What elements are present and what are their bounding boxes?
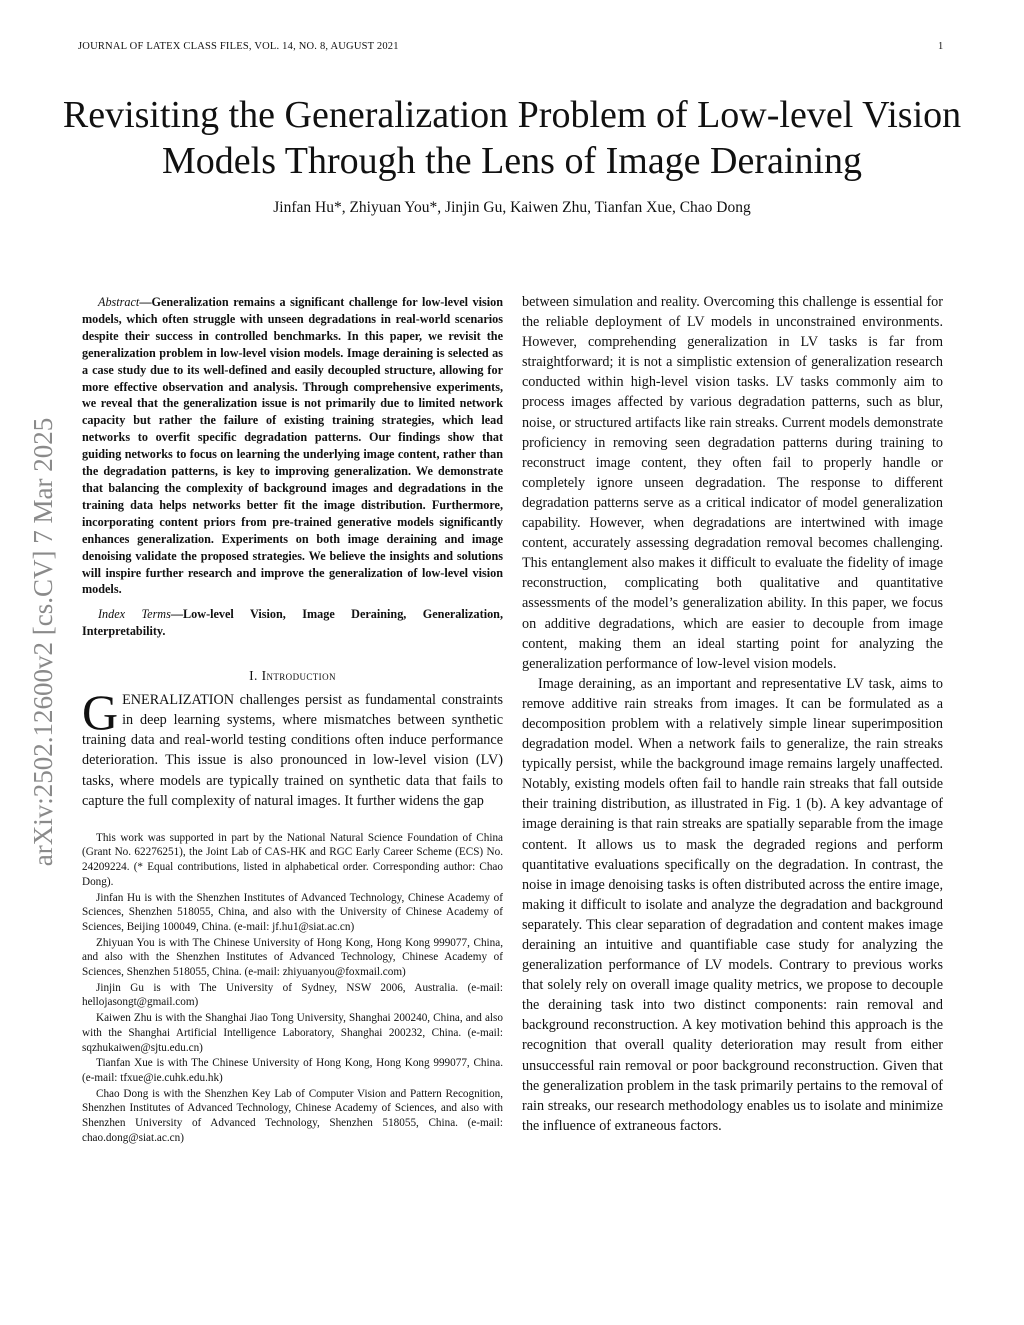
body-paragraph: Image deraining, as an important and representative LV task, aims to remove additive rain streaks from images. It can be formulated as a decomposition problem with a relatively simple linear superimposition degradation model. When a network fails to generalize, the rain streaks typically persist, while the background image remains largely unaffected. Notably, existing models often fail to handle rain streaks that fall outside their training distribution, as illustrated in Fig. 1 (b). A key advantage of image deraining is that rain streaks are spatially separable from the image content. It allows us to mask the degraded regions and perform quantitative evaluations specifically on the degradation. In contrast, the noise in image denoising tasks is often distributed across the entire image, making it difficult to isolate and analyze the degradation and background separately. This clear separation of degradation and content makes image deraining an intuitive and quantifiable case study for analyzing the generalization performance of LV models. Contrary to previous works that solely rely on overall image quality metrics, we propose to decouple the deraining task into two distinct components: rain removal and background reconstruction. A key motivation behind this approach is the recognition that overall quality deterioration may result from either unsuccessful rain removal or poor background reconstruction. Given that the generalization problem in the task primarily pertains to the removal of rain streaks, our research methodology enables us to isolate and minimize the influence of extraneous factors. bbox=[522, 675, 943, 1134]
footnote-affiliation: Tianfan Xue is with The Chinese University of Hong Kong, Hong Kong 999077, China. (e-mail: tfxue@ie.cuhk.edu.hk) bbox=[82, 1057, 503, 1084]
arxiv-stamp: arXiv:2502.12600v2 [cs.CV] 7 Mar 2025 bbox=[28, 417, 58, 867]
page-number: 1 bbox=[938, 41, 944, 52]
footnotes bbox=[82, 831, 503, 1146]
paper-title: Revisiting the Generalization Problem of Low-level Vision Models Through the Lens of Image Deraining bbox=[62, 94, 962, 182]
abstract-text: —Generalization remains a significant challenge for low-level vision models, which often struggle with unseen degradations in real-world scenarios despite their success in controlled benchmarks. In this paper, we revisit the generalization problem in low-level vision models. Image deraining is selected as a case study due to its well-defined and easily decoupled structure, allowing for more effective observation and analysis. Through comprehensive experiments, we reveal that the generalization issue is not primarily due to limited network capacity but rather the failure of existing training strategies, which lead networks to overfit specific degradation patterns. Our findings show that guiding networks to focus on learning the underlying image content, rather than the degradation patterns, is key to improving generalization. We demonstrate that balancing the complexity of background images and degradations in the training data helps networks better fit the image distribution. Furthermore, incorporating content priors from pre-trained generative models significantly enhances generalization. Experiments on both image deraining and image denoising validate the proposed strategies. We believe the insights and solutions will inspire further research and improve the generalization of low-level vision models. bbox=[82, 295, 503, 597]
drop-cap: G bbox=[82, 684, 119, 741]
index-terms-lead: Index Terms bbox=[98, 607, 171, 622]
footnote-affiliation: Jinjin Gu is with The University of Sydney, NSW 2006, Australia. (e-mail: hellojasongt@gmail.com) bbox=[82, 981, 503, 1009]
footnote-affiliation: Zhiyuan You is with The Chinese University of Hong Kong, Hong Kong 999077, China, and also with the Shenzhen Institutes of Advanced Technology, Chinese Academy of Sciences, Shenzhen 518055, China. (e-mail: zhiyuanyou@foxmail.com) bbox=[82, 936, 503, 979]
abstract bbox=[82, 294, 503, 598]
body-paragraph: between simulation and reality. Overcoming this challenge is essential for the reliable deployment of LV models in unconstrained environments. However, comprehending generalization in LV tasks is far from straightforward; it is not a simplistic extension of generalization research conducted within high-level vision tasks. LV tasks commonly aim to process images affected by various degradation patterns, such as blur, noise, or structured artifacts like rain streaks. Current models demonstrate proficiency in removing seen degradation patterns during training to reconstruct image content, they often fail to properly handle or completely ignore unseen degradation. The response to different degradation patterns serve as a critical indicator of model generalization capability. However, when degradations are intertwined with image content, accurately assessing degradation removal becomes challenging. This entanglement also makes it difficult to evaluate the fidelity of image reconstruction, complicating both qualitative and quantitative assessments of the model’s generalization ability. In this paper, we focus on additive degradations, which are easier to decouple from image content, making them an ideal starting point for analyzing the generalization performance of low-level vision models. bbox=[522, 294, 943, 672]
intro-first-word: ENERALIZATION bbox=[122, 692, 235, 709]
footnote-affiliation: Jinfan Hu is with the Shenzhen Institutes of Advanced Technology, Chinese Academy of Sciences, Shenzhen 518055, China, and also with the University of Chinese Academy of Sciences, Beijing 100049, China. (e-mail: jf.hu1@siat.ac.cn) bbox=[82, 891, 503, 933]
index-terms bbox=[82, 606, 503, 640]
left-column bbox=[82, 294, 503, 1146]
section-heading-introduction bbox=[82, 668, 503, 684]
footnote-affiliation: Kaiwen Zhu is with the Shanghai Jiao Tong University, Shanghai 200240, China, and also with the Shanghai Artificial Intelligence Laboratory, Shanghai 200232, China. (e-mail: sqzhukaiwen@sjtu.edu.cn) bbox=[82, 1012, 503, 1054]
right-column bbox=[522, 292, 943, 1136]
intro-paragraph bbox=[82, 684, 503, 811]
footnote-funding: This work was supported in part by the National Natural Science Foundation of China (Grant No. 62276251), the Joint Lab of CAS-HK and RGC Early Career Scheme (ECS) No. 24209224. (* Equal contributions, listed in alphabetical order. Corresponding author: Chao Dong). bbox=[82, 831, 503, 888]
author-list: Jinfan Hu*, Zhiyuan You*, Jinjin Gu, Kaiwen Zhu, Tianfan Xue, Chao Dong bbox=[273, 199, 751, 216]
index-terms-text: —Low-level Vision, Image Deraining, Generalization, Interpretability. bbox=[82, 607, 503, 639]
section-number: I. bbox=[249, 668, 262, 684]
abstract-lead: Abstract bbox=[98, 295, 140, 309]
footnote-affiliation: Chao Dong is with the Shenzhen Key Lab of Computer Vision and Pattern Recognition, Shenzhen Institutes of Advanced Technology, Chinese Academy of Sciences, and also with Shenzhen University of Advanced Technology, Shenzhen 518055, China. (e-mail: chao.dong@siat.ac.cn) bbox=[82, 1087, 503, 1144]
running-header: JOURNAL OF LATEX CLASS FILES, VOL. 14, NO. 8, AUGUST 2021 bbox=[78, 41, 399, 52]
intro-text: challenges persist as fundamental constraints in deep learning systems, where mismatches between synthetic training data and real-world testing conditions often induce performance deterioration. This issue is also pronounced in low-level vision (LV) tasks, where models are typically trained on synthetic data that fails to capture the full complexity of natural images. It further widens the gap bbox=[82, 692, 503, 809]
section-title: Introduction bbox=[261, 668, 336, 684]
